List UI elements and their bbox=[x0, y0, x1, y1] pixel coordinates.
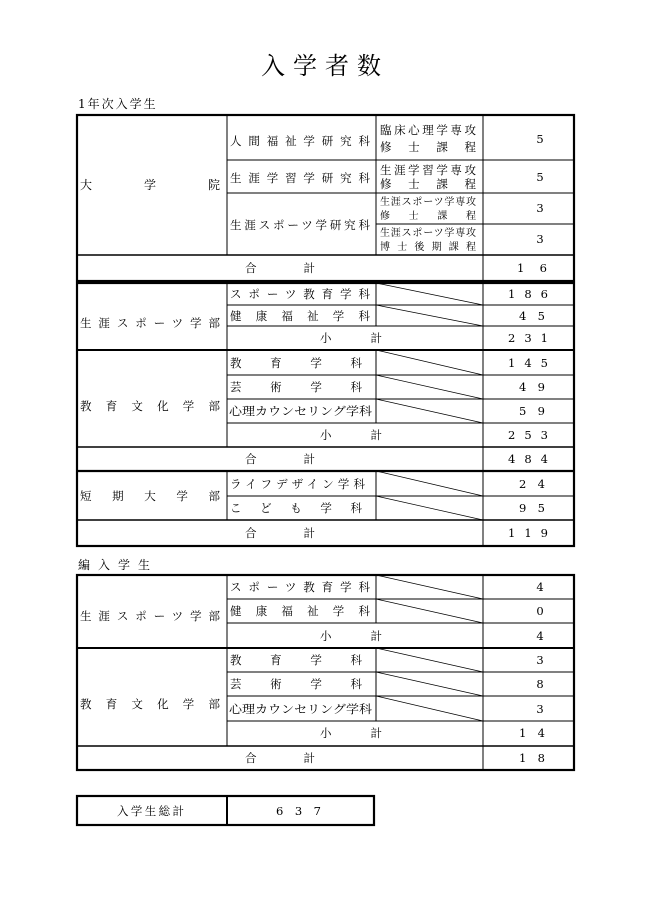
total-value: 484 bbox=[508, 452, 548, 466]
count-value: 45 bbox=[519, 309, 545, 323]
course-label: 博士後期課程 bbox=[380, 242, 476, 253]
count-value: 3 bbox=[536, 702, 544, 716]
total-value: 119 bbox=[508, 526, 548, 540]
count-value: 3 bbox=[536, 232, 544, 246]
total-label: 合計 bbox=[245, 526, 315, 540]
section-heading-first-year: 1年次入学生 bbox=[78, 97, 158, 111]
total-label: 合計 bbox=[245, 751, 315, 765]
page-title: 入学者数 bbox=[261, 52, 389, 80]
group-label-sports: 生涯スポーツ学部 bbox=[80, 316, 220, 330]
course-label: 生涯スポーツ学専攻 bbox=[380, 197, 476, 208]
subtotal-value: 14 bbox=[519, 726, 545, 740]
group-label-education: 教育文化学部 bbox=[80, 697, 220, 711]
group-label-junior-college: 短期大学部 bbox=[80, 489, 220, 503]
course-label: 生涯スポーツ学専攻 bbox=[380, 228, 476, 239]
department-label: こども学科 bbox=[230, 501, 362, 515]
department-label: 心理カウンセリング学科 bbox=[229, 702, 373, 716]
department-label: 芸術学科 bbox=[230, 380, 362, 394]
count-value: 0 bbox=[536, 604, 544, 618]
course-label: 臨床心理学専攻 bbox=[380, 123, 476, 137]
course-label: 生涯学習学専攻 bbox=[380, 163, 476, 177]
count-value: 145 bbox=[508, 356, 548, 370]
count-value: 186 bbox=[508, 287, 548, 301]
subtotal-value: 253 bbox=[508, 428, 548, 442]
subtotal-label: 小計 bbox=[320, 629, 382, 643]
count-value: 3 bbox=[536, 653, 544, 667]
department-label: 教育学科 bbox=[230, 356, 362, 370]
course-label: 修士課程 bbox=[380, 140, 476, 154]
group-label-graduate: 大学院 bbox=[80, 178, 220, 192]
total-label: 合計 bbox=[245, 261, 315, 275]
department-label: 芸術学科 bbox=[230, 677, 362, 691]
department-label: 健康福祉学科 bbox=[230, 604, 370, 618]
count-value: 95 bbox=[519, 501, 545, 515]
section-heading-transfer: 編入学生 bbox=[78, 558, 159, 572]
department-label: 心理カウンセリング学科 bbox=[229, 404, 373, 418]
department-label: 教育学科 bbox=[230, 653, 362, 667]
subtotal-label: 小計 bbox=[320, 331, 382, 345]
count-value: 59 bbox=[519, 404, 545, 418]
group-label-sports: 生涯スポーツ学部 bbox=[80, 609, 220, 623]
department-label: 生涯スポーツ学研究科 bbox=[230, 218, 370, 232]
department-label: 生涯学習学研究科 bbox=[230, 171, 370, 185]
subtotal-label: 小計 bbox=[320, 428, 382, 442]
total-value: 18 bbox=[519, 751, 545, 765]
department-label: スポーツ教育学科 bbox=[230, 287, 370, 301]
department-label: 健康福祉学科 bbox=[230, 309, 370, 323]
count-value: 5 bbox=[536, 132, 544, 146]
count-value: 8 bbox=[536, 677, 544, 691]
total-value: 16 bbox=[517, 261, 547, 275]
count-value: 4 bbox=[536, 580, 544, 594]
grand-total-label: 入学生総計 bbox=[117, 804, 184, 818]
total-label: 合計 bbox=[245, 452, 315, 466]
subtotal-label: 小計 bbox=[320, 726, 382, 740]
department-label: 人間福祉学研究科 bbox=[230, 134, 370, 148]
count-value: 49 bbox=[519, 380, 545, 394]
subtotal-value: 231 bbox=[508, 331, 548, 345]
department-label: スポーツ教育学科 bbox=[230, 580, 370, 594]
course-label: 修士課程 bbox=[380, 177, 476, 191]
count-value: 24 bbox=[519, 477, 545, 491]
course-label: 修士課程 bbox=[380, 211, 476, 222]
group-label-education: 教育文化学部 bbox=[80, 399, 220, 413]
count-value: 5 bbox=[536, 170, 544, 184]
subtotal-value: 4 bbox=[536, 629, 544, 643]
count-value: 3 bbox=[536, 201, 544, 215]
grand-total-value: 637 bbox=[276, 804, 321, 818]
department-label: ライフデザイン学科 bbox=[230, 477, 365, 491]
